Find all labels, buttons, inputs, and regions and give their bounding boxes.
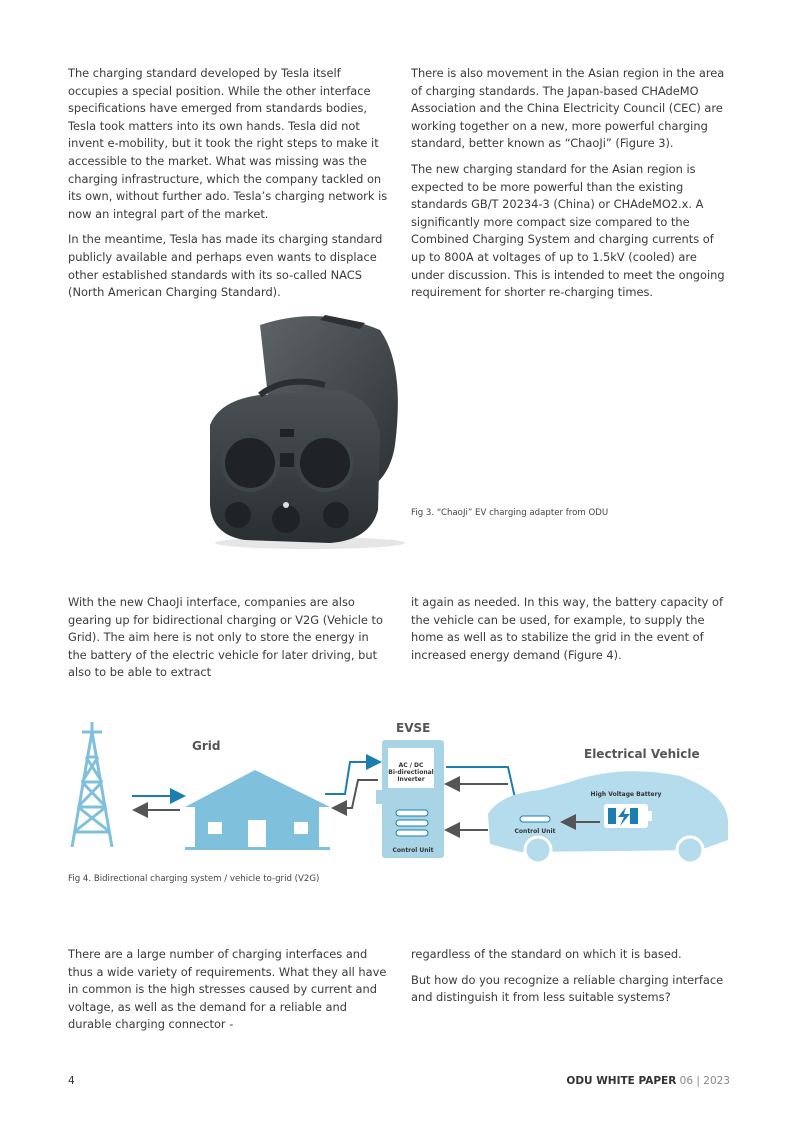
footer-separator: | (696, 1075, 700, 1087)
section3-left-column (68, 946, 388, 1042)
footer-title (566, 1075, 730, 1087)
publication-title: ODU WHITE PAPER (566, 1075, 677, 1087)
grid-label: Grid (192, 739, 221, 753)
figure3-caption: Fig 3. “ChaoJi” EV charging adapter from ODU (411, 508, 609, 518)
evse-charger-icon (376, 740, 444, 858)
figure4-caption: Fig 4. Bidirectional charging system / vehicle to-grid (V2G) (68, 874, 320, 884)
paragraph: But how do you recognize a reliable charging interface and distinguish it from less suitable systems? (411, 972, 724, 1005)
section2-right-column (411, 594, 731, 672)
paragraph: In the meantime, Tesla has made its charging standard publicly available and perhaps even wants to displace other established standards with its so-called NACS (North American Charging Standard). (68, 232, 383, 300)
issue-number: 06 (679, 1075, 694, 1087)
house-icon (185, 770, 330, 850)
chaoji-adapter-image (200, 305, 410, 550)
paragraph: regardless of the standard on which it is based. (411, 947, 682, 961)
battery-label: High Voltage Battery (590, 791, 662, 798)
inverter-line1: AC / DC (398, 762, 424, 769)
evse-label: EVSE (396, 721, 431, 735)
inverter-line3: Inverter (397, 776, 425, 783)
v2g-diagram (60, 712, 740, 862)
section2-left-column (68, 594, 388, 690)
power-tower-icon (72, 722, 112, 847)
paragraph: There are a large number of charging interfaces and thus a wide variety of requirements. What they all have in common is the high stresses caused by current and voltage, as well as the demand for a reliable and durable charging connector - (68, 947, 387, 1032)
evse-control-unit-label: Control Unit (392, 847, 434, 854)
paragraph: There is also movement in the Asian region in the area of charging standards. The Japan-based CHAdeMO Association and the China Electricity Council (CEC) are working together on a new, more powerful charging standard, better known as “ChaoJi” (Figure 3). (411, 66, 725, 151)
paragraph: With the new ChaoJi interface, companies are also gearing up for bidirectional charging or V2G (Vehicle to Grid). The aim here is not only to store the energy in the battery of the electric vehicle for later driving, but also to be able to extract (68, 595, 383, 680)
electric-vehicle-icon (488, 771, 728, 862)
section3-right-column (411, 946, 731, 1015)
paragraph: The charging standard developed by Tesla itself occupies a special position. While the other interface specifications have emerged from standards bodies, Tesla took matters into its own hands. Tesla did not invent e-mobility, but it took the right steps to make it accessible to the market. What was missing was the charging infrastructure, which the company tackled on its own, without further ado. Tesla’s charging network is now an integral part of the market. (68, 66, 388, 221)
paragraph: it again as needed. In this way, the battery capacity of the vehicle can be used, for example, to supply the home as well as to stabilize the grid in the event of increased energy demand (Figure 4). (411, 595, 724, 662)
year: 2023 (703, 1075, 730, 1087)
section1-right-column (411, 65, 731, 310)
section1-left-column (68, 65, 388, 310)
page-number: 4 (68, 1075, 75, 1087)
vehicle-control-unit-label: Control Unit (514, 828, 556, 835)
vehicle-label: Electrical Vehicle (584, 747, 700, 761)
inverter-line2: Bi-directional (388, 769, 434, 776)
paragraph: The new charging standard for the Asian region is expected to be more powerful than the existing standards GB/T 20234-3 (China) or CHAdeMO2.x. A significantly more compact size compared to the Combined Charging System and charging currents of up to 800A at voltages of up to 1.5kV (cooled) are under discussion. This is intended to meet the ongoing requirement for shorter re-charging times. (411, 161, 725, 300)
